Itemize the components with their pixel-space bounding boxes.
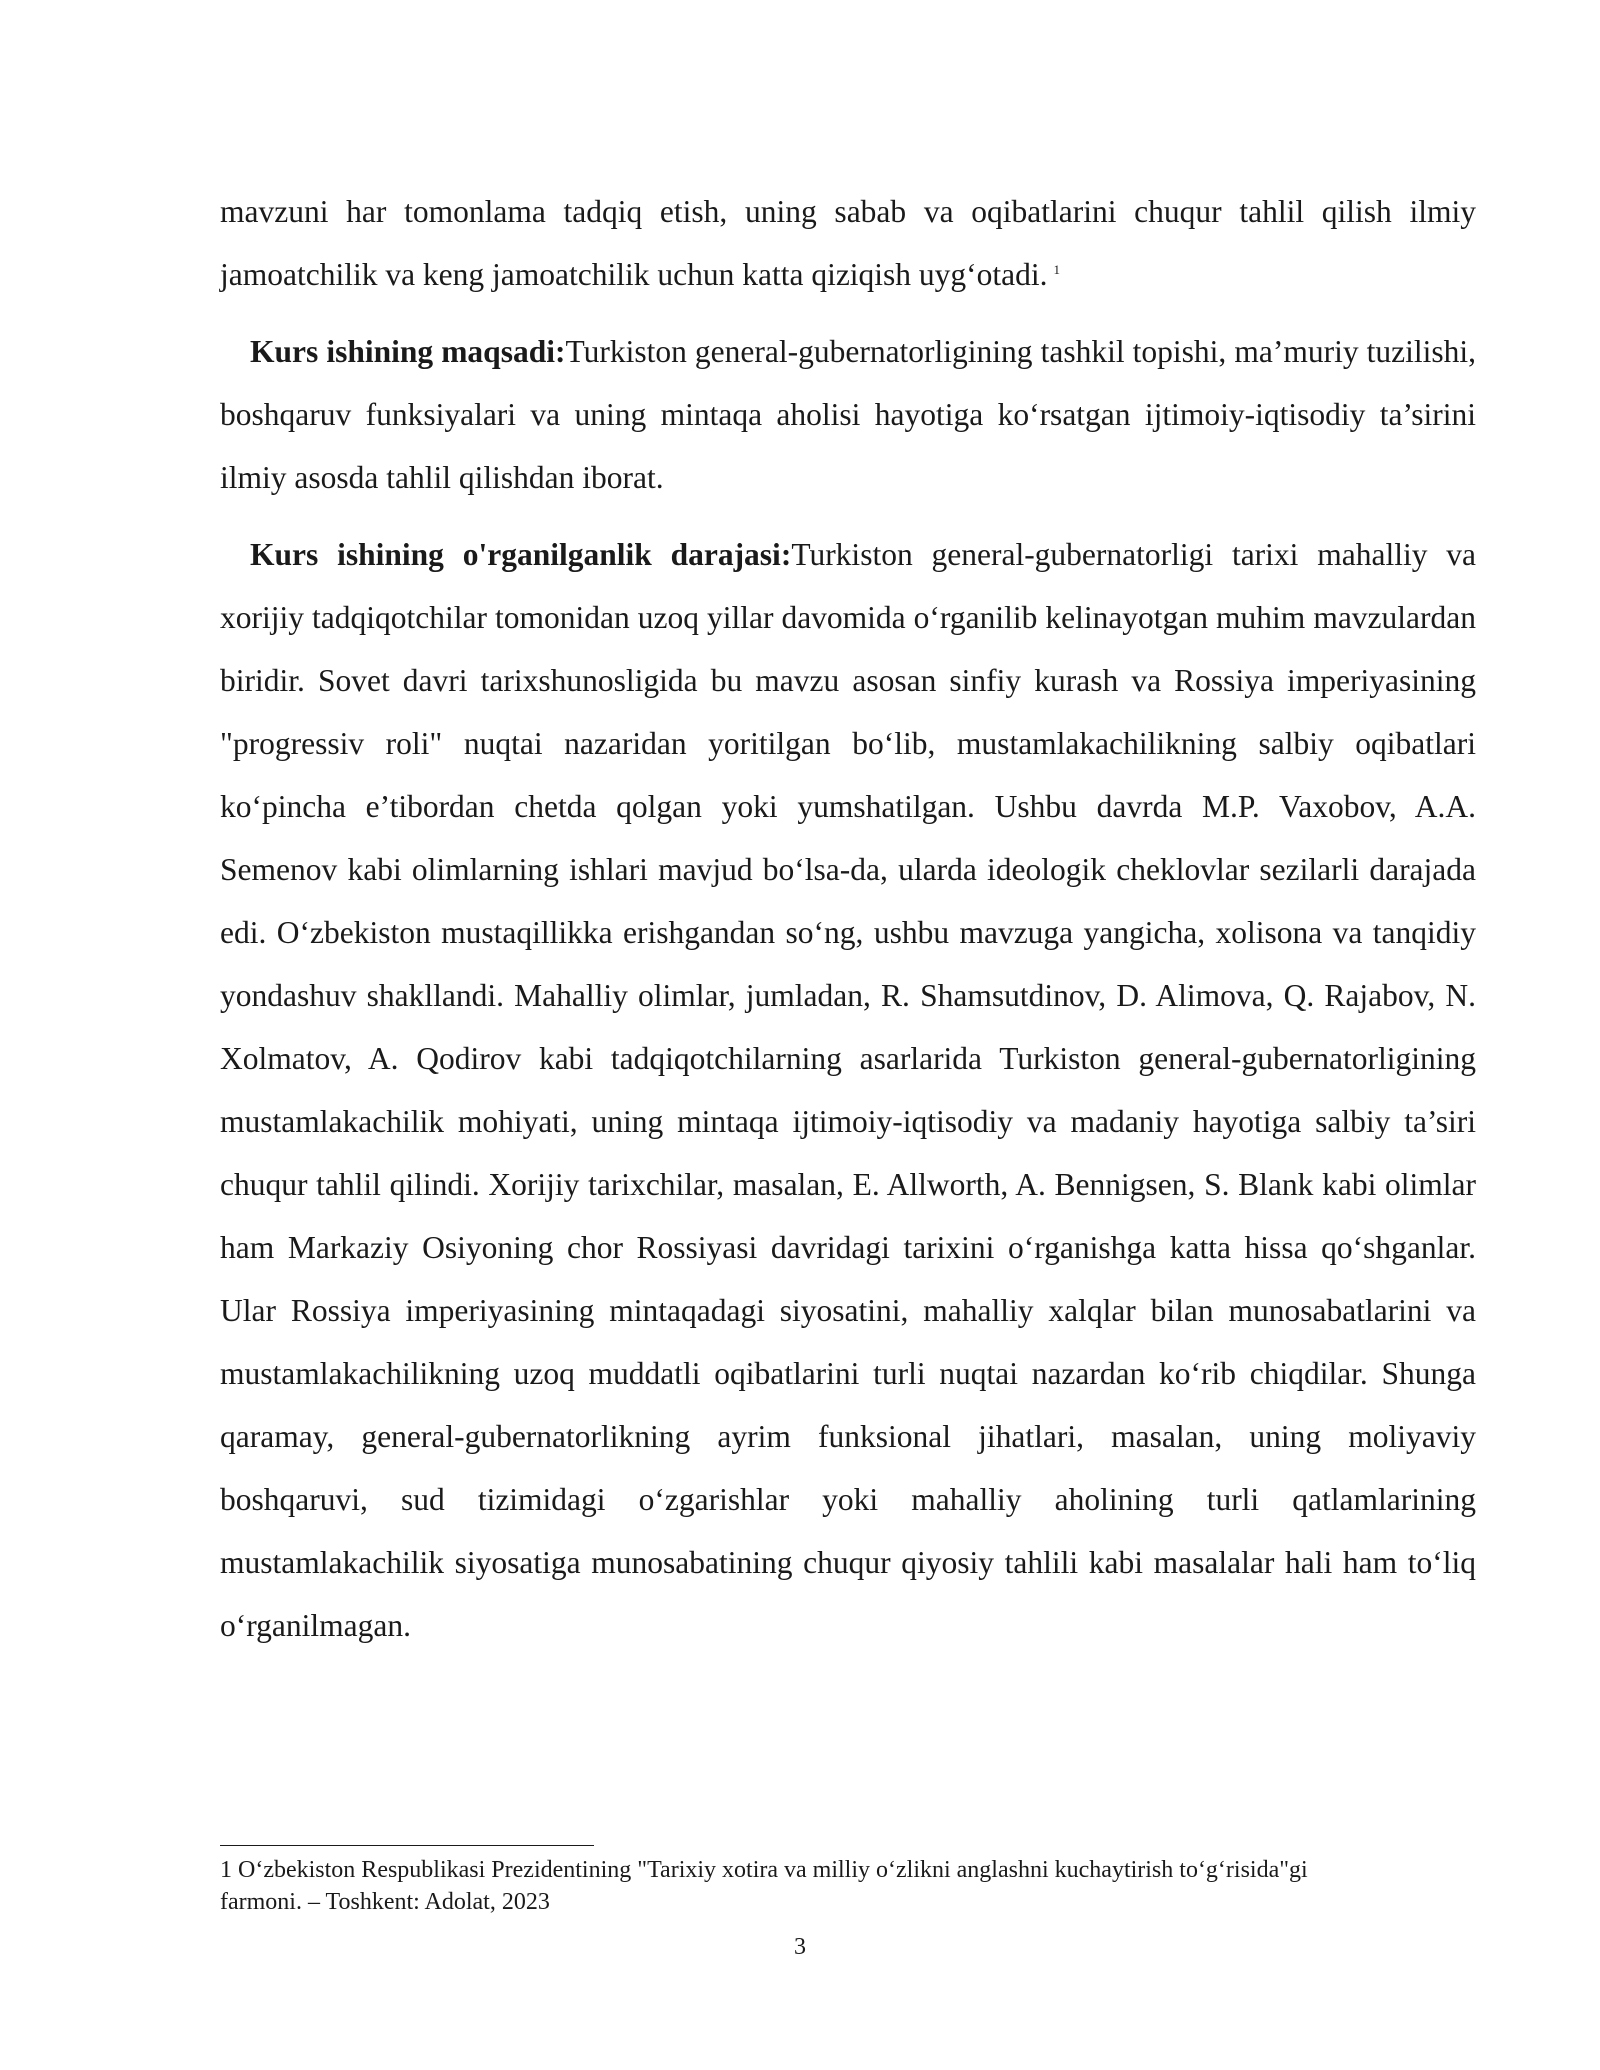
page-number: 3 xyxy=(794,1934,806,1960)
study-level-text: Turkiston general-gubernatorligi tarixi mahalliy va xorijiy tadqiqotchilar tomonidan uzoq yillar davomida o‘rganilib kelinayotgan muhim mavzulardan biridir. Sovet davri tarixshunosligida bu mavzu asosan sinfiy kurash va Rossiya imperiyasining "progressiv roli" nuqtai nazaridan yoritilgan bo‘lib, mustamlakachilikning salbiy oqibatlari ko‘pincha e’tibordan chetda qolgan yoki yumshatilgan. Ushbu davrda M.P. Vaxobov, A.A. Semenov kabi olimlarning ishlari mavjud bo‘lsa-da, ularda ideologik cheklovlar sezilarli darajada edi. O‘zbekiston mustaqillikka erishgandan so‘ng, ushbu mavzuga yangicha, xolisona va tanqidiy yondashuv shakllandi. Mahalliy olimlar, jumladan, R. Shamsutdinov, D. Alimova, Q. Rajabov, N. Xolmatov, A. Qodirov kabi tadqiqotchilarning asarlarida Turkiston general-gubernatorligining mustamlakachilik mohiyati, uning mintaqa ijtimoiy-iqtisodiy va madaniy hayotiga salbiy ta’siri chuqur tahlil qilindi. Xorijiy tarixchilar, masalan, E. Allworth, A. Bennigsen, S. Blank kabi olimlar ham Markaziy Osiyoning chor Rossiyasi davridagi tarixini o‘rganishga katta hissa qo‘shganlar. Ular Rossiya imperiyasining mintaqadagi siyosatini, mahalliy xalqlar bilan munosabatlarini va mustamlakachilikning uzoq muddatli oqibatlarini turli nuqtai nazardan ko‘rib chiqdilar. Shunga qaramay, general-gubernatorlikning ayrim funksional jihatlari, masalan, uning moliyaviy boshqaruvi, sud tizimidagi o‘zgarishlar yoki mahalliy aholining turli qatlamlarining mustamlakachilik siyosatiga munosabatining chuqur qiyosiy tahlili kabi masalalar hali ham to‘liq o‘rganilmagan. xyxy=(220,537,1476,1643)
footnote: 1 O‘zbekiston Respublikasi Prezidentining "Tarixiy xotira va milliy o‘zlikni anglashni kuchaytirish to‘g‘risida"gi farmoni. – Toshkent: Adolat, 2023 xyxy=(220,1857,1308,1915)
purpose-heading: Kurs ishining maqsadi: xyxy=(250,334,566,369)
footnote-reference[interactable]: 1 xyxy=(1053,261,1061,277)
intro-paragraph-text: mavzuni har tomonlama tadqiq etish, uning sabab va oqibatlarini chuqur tahlil qilish ilmiy jamoatchilik va keng jamoatchilik uchun katta qiziqish uyg‘otadi. xyxy=(220,194,1476,292)
footnote-separator xyxy=(220,1845,594,1846)
purpose-text: Turkiston general-gubernatorligining tashkil topishi, ma’muriy tuzilishi, boshqaruv funksiyalari va uning mintaqa aholisi hayotiga ko‘rsatgan ijtimoiy-iqtisodiy ta’sirini ilmiy asosda tahlil qilishdan iborat. xyxy=(220,334,1477,495)
study-level-paragraph xyxy=(220,523,1476,1657)
study-level-heading: Kurs ishining o'rganilganlik darajasi: xyxy=(250,537,792,572)
intro-paragraph xyxy=(220,180,1476,306)
purpose-paragraph xyxy=(220,320,1476,509)
document-body xyxy=(220,180,1476,1657)
